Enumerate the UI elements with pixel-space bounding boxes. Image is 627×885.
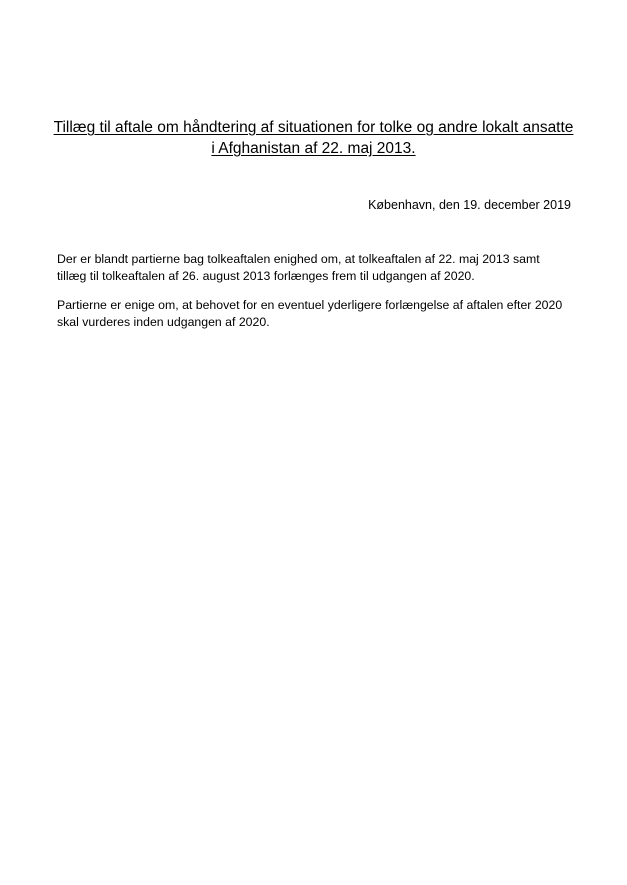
document-title-line-2: i Afghanistan af 22. maj 2013. [211, 140, 416, 157]
paragraph-1-line-2: tillæg til tolkeaftalen af 26. august 2013 forlænges frem til udgangen af 2020. [57, 269, 475, 283]
paragraph-1-line-1: Der er blandt partierne bag tolkeaftalen enighed om, at tolkeaftalen af 22. maj 2013 samt [57, 252, 540, 266]
paragraph-2-line-2: skal vurderes inden udgangen af 2020. [57, 315, 270, 329]
paragraph-2-line-1: Partierne er enige om, at behovet for en eventuel yderligere forlængelse af aftalen efter 2020 [57, 298, 563, 312]
place-and-date: København, den 19. december 2019 [368, 198, 571, 212]
paragraph-2 [57, 297, 577, 331]
paragraph-1 [57, 251, 577, 285]
document-title [40, 117, 587, 159]
document-title-line-1: Tillæg til aftale om håndtering af situationen for tolke og andre lokalt ansatte [53, 119, 574, 136]
